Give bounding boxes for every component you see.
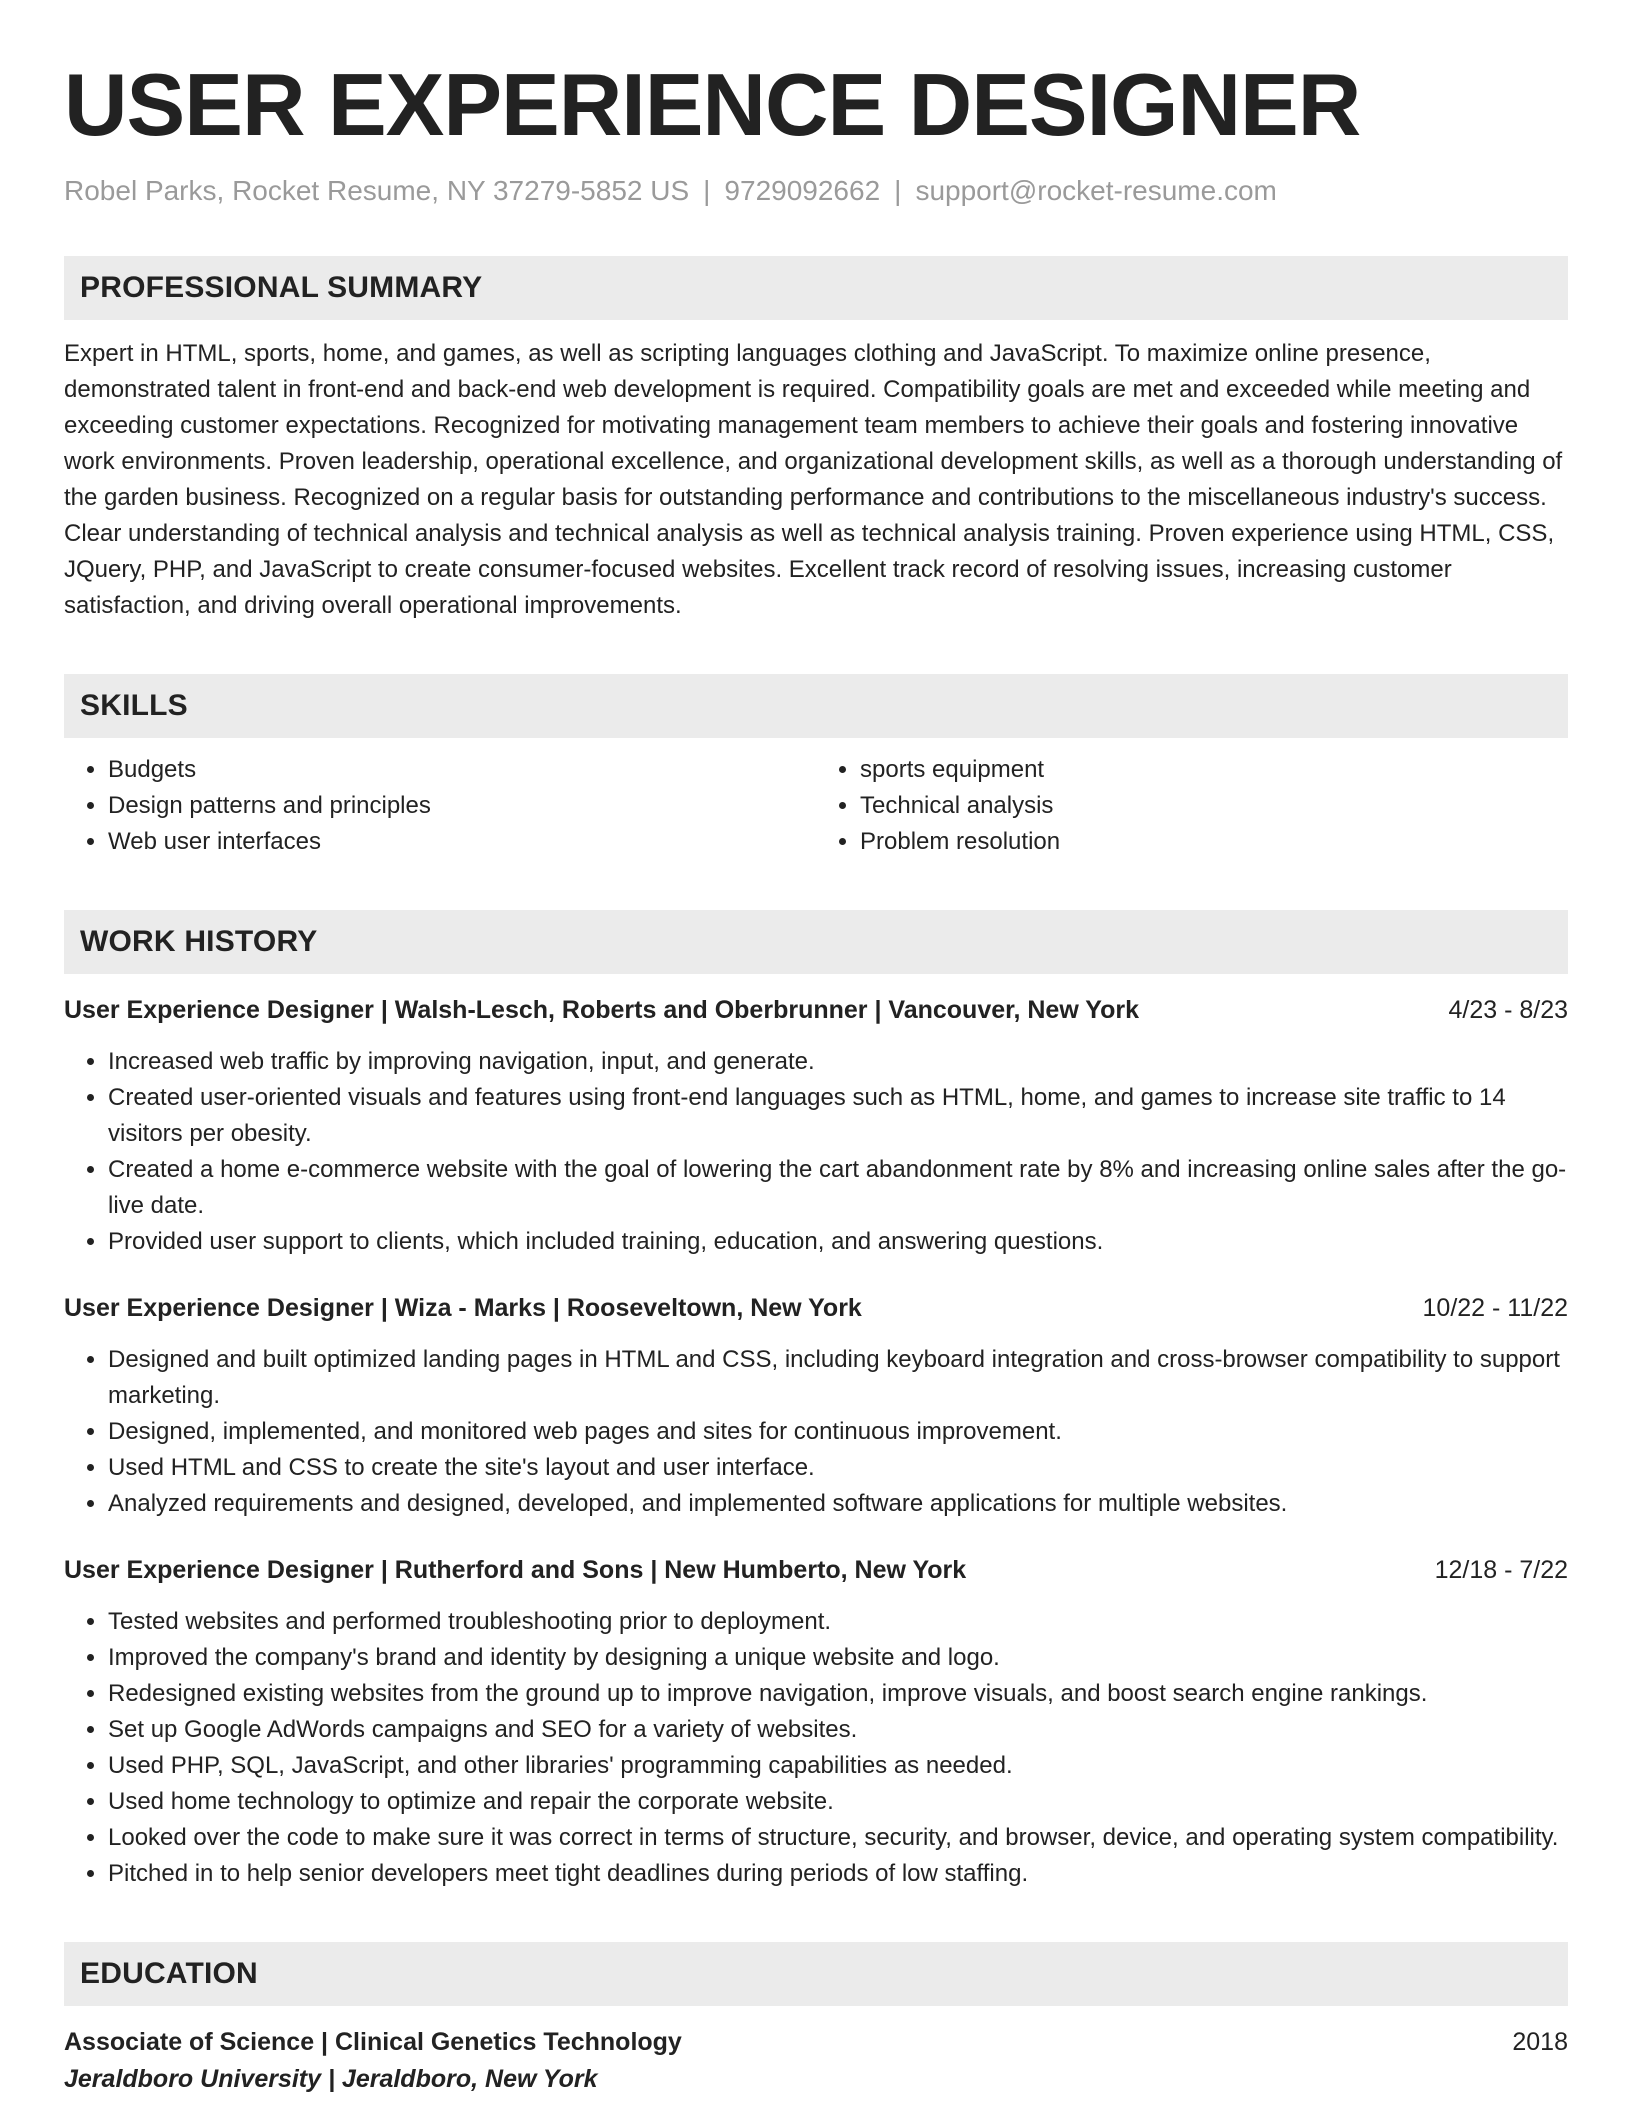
contact-phone: 9729092662 <box>724 175 881 206</box>
job-bullet: • Used home technology to optimize and repair the corporate website. <box>108 1784 1568 1820</box>
skill-item: • Web user interfaces <box>108 824 816 860</box>
job-header <box>64 992 1568 1028</box>
job-date: 10/22 - 11/22 <box>1422 1294 1568 1322</box>
job-bullet: • Used PHP, SQL, JavaScript, and other libraries' programming capabilities as needed. <box>108 1748 1568 1784</box>
section-heading-education: EDUCATION <box>64 1942 1568 2006</box>
job-bullet: • Tested websites and performed troubleshooting prior to deployment. <box>108 1604 1568 1640</box>
job-bullet: • Looked over the code to make sure it was correct in terms of structure, security, and browser, device, and operating system compatibility. <box>108 1820 1568 1856</box>
job-bullet: • Provided user support to clients, which included training, education, and answering questions. <box>108 1224 1568 1260</box>
skill-item: • Budgets <box>108 752 816 788</box>
section-heading-summary: PROFESSIONAL SUMMARY <box>64 256 1568 320</box>
job-date: 12/18 - 7/22 <box>1434 1556 1568 1584</box>
education-year: 2018 <box>1512 2028 1568 2056</box>
job-bullets <box>64 1044 1568 1260</box>
job-bullets <box>64 1342 1568 1522</box>
job-entry <box>64 992 1568 1260</box>
job-bullet: • Increased web traffic by improving navigation, input, and generate. <box>108 1044 1568 1080</box>
job-bullet: • Designed and built optimized landing pages in HTML and CSS, including keyboard integration and cross-browser compatibility to support marketing. <box>108 1342 1568 1414</box>
job-bullet: • Created user-oriented visuals and features using front-end languages such as HTML, home, and games to increase site traffic to 14 visitors per obesity. <box>108 1080 1568 1152</box>
education-school: Jeraldboro University | Jeraldboro, New York <box>64 2065 598 2093</box>
job-bullet: • Created a home e-commerce website with the goal of lowering the cart abandonment rate by 8% and increasing online sales after the go-live date. <box>108 1152 1568 1224</box>
job-bullet: • Pitched in to help senior developers meet tight deadlines during periods of low staffing. <box>108 1856 1568 1892</box>
contact-line <box>64 174 1568 208</box>
skills-column-left <box>64 752 816 860</box>
contact-address: Robel Parks, Rocket Resume, NY 37279-5852 US <box>64 175 690 206</box>
job-bullet: • Used HTML and CSS to create the site's layout and user interface. <box>108 1450 1568 1486</box>
job-bullet: • Designed, implemented, and monitored web pages and sites for continuous improvement. <box>108 1414 1568 1450</box>
contact-email: support@rocket-resume.com <box>915 175 1277 206</box>
skill-item: • sports equipment <box>860 752 1568 788</box>
skill-item: • Design patterns and principles <box>108 788 816 824</box>
job-bullet: • Set up Google AdWords campaigns and SEO for a variety of websites. <box>108 1712 1568 1748</box>
section-heading-skills: SKILLS <box>64 674 1568 738</box>
education-degree: Associate of Science | Clinical Genetics Technology <box>64 2028 682 2056</box>
job-bullet: • Analyzed requirements and designed, developed, and implemented software applications for multiple websites. <box>108 1486 1568 1522</box>
job-header <box>64 1290 1568 1326</box>
contact-separator: | <box>894 175 902 206</box>
job-title: User Experience Designer | Wiza - Marks | Rooseveltown, New York <box>64 1294 862 1322</box>
job-date: 4/23 - 8/23 <box>1448 996 1568 1024</box>
summary-text: Expert in HTML, sports, home, and games, as well as scripting languages clothing and JavaScript. To maximize online presence, demonstrated talent in front-end and back-end web development is required. Compatibility goals are met and exceeded while meeting and exceeding customer expectations. Recognized for motivating management team members to achieve their goals and fostering innovative work environments. Proven leadership, operational excellence, and organizational development skills, as well as a thorough understanding of the garden business. Recognized on a regular basis for outstanding performance and contributions to the miscellaneous industry's success. Clear understanding of technical analysis and technical analysis as well as technical analysis training. Proven experience using HTML, CSS, JQuery, PHP, and JavaScript to create consumer-focused websites. Excellent track record of resolving issues, increasing customer satisfaction, and driving overall operational improvements. <box>64 340 1563 619</box>
skill-item: • Problem resolution <box>860 824 1568 860</box>
section-heading-work-history: WORK HISTORY <box>64 910 1568 974</box>
page-title: USER EXPERIENCE DESIGNER <box>64 55 1361 154</box>
education-header <box>64 2024 1568 2060</box>
job-title: User Experience Designer | Rutherford and Sons | New Humberto, New York <box>64 1556 967 1584</box>
skill-item: • Technical analysis <box>860 788 1568 824</box>
education-entry <box>64 2024 1568 2098</box>
job-bullets <box>64 1604 1568 1892</box>
job-bullet: • Improved the company's brand and identity by designing a unique website and logo. <box>108 1640 1568 1676</box>
job-entry <box>64 1552 1568 1892</box>
job-header <box>64 1552 1568 1588</box>
skills-list <box>64 752 1568 860</box>
job-title: User Experience Designer | Walsh-Lesch, Roberts and Oberbrunner | Vancouver, New York <box>64 996 1139 1024</box>
contact-separator: | <box>703 175 711 206</box>
skills-column-right <box>816 752 1568 860</box>
job-entry <box>64 1290 1568 1522</box>
job-bullet: • Redesigned existing websites from the ground up to improve navigation, improve visuals, and boost search engine rankings. <box>108 1676 1568 1712</box>
